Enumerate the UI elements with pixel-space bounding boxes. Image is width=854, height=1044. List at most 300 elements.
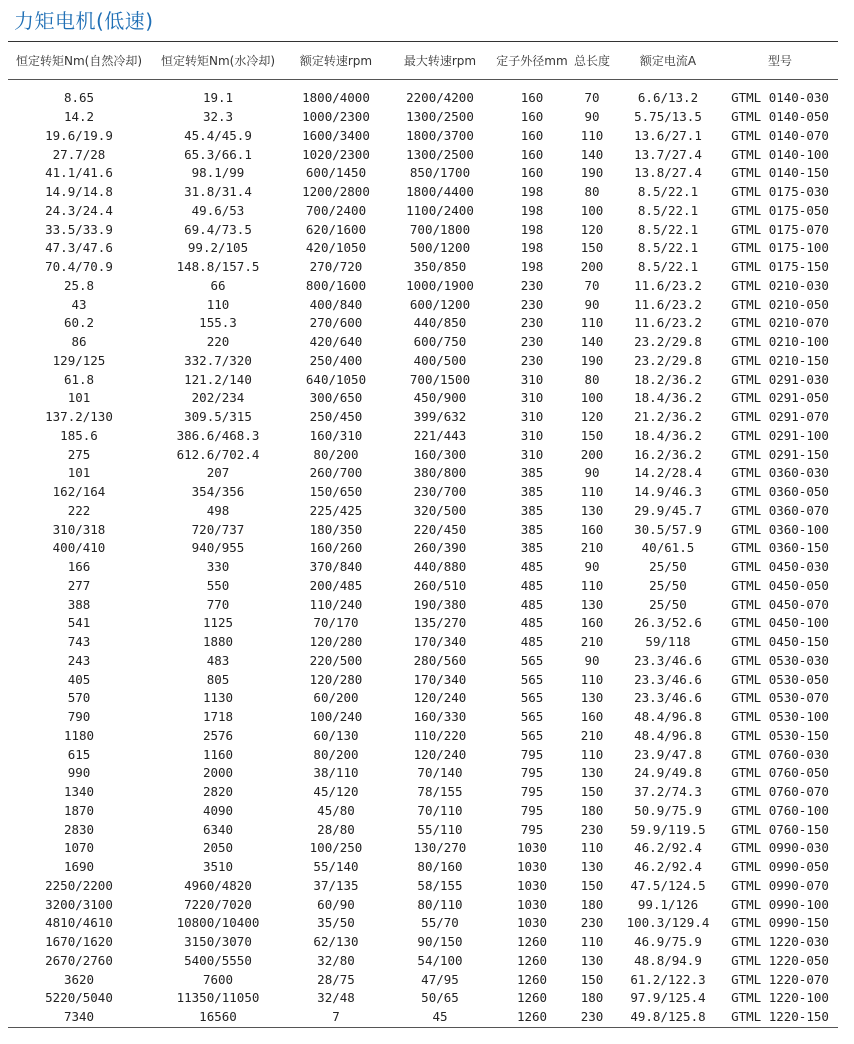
cell-total-length: 160 [580, 521, 604, 537]
cell-rated-current: 18.2/36.2 [634, 371, 702, 387]
cell-stator-diameter: 565 [520, 727, 544, 743]
cell-model: GTML 0291-100 [731, 427, 829, 443]
cell-stator-diameter: 565 [520, 709, 544, 725]
table-row [8, 895, 838, 914]
cell-torque-natural: 8.65 [63, 90, 95, 106]
cell-max-speed: 280/560 [413, 652, 467, 668]
cell-rated-speed: 7 [332, 1009, 340, 1025]
cell-rated-current: 11.6/23.2 [634, 315, 702, 331]
cell-model: GTML 0360-050 [731, 484, 829, 500]
cell-torque-water: 99.2/105 [187, 240, 249, 256]
cell-rated-speed: 1200/2800 [302, 184, 370, 200]
cell-total-length: 110 [580, 840, 604, 856]
cell-max-speed: 320/500 [413, 502, 467, 518]
cell-model: GTML 0530-070 [731, 690, 829, 706]
cell-torque-natural: 25.8 [63, 277, 95, 293]
cell-total-length: 230 [580, 915, 604, 931]
cell-torque-natural: 47.3/47.6 [45, 240, 113, 256]
cell-stator-diameter: 385 [520, 484, 544, 500]
cell-total-length: 80 [584, 184, 600, 200]
cell-total-length: 150 [580, 240, 604, 256]
cell-torque-water: 148.8/157.5 [176, 259, 260, 275]
page-title: 力矩电机(低速) [14, 9, 154, 33]
header-rated-current: 额定电流A [639, 54, 697, 68]
cell-torque-natural: 137.2/130 [45, 409, 113, 425]
table-header-row [8, 42, 838, 79]
cell-stator-diameter: 198 [520, 184, 544, 200]
cell-max-speed: 600/750 [413, 334, 467, 350]
cell-torque-natural: 33.5/33.9 [45, 221, 113, 237]
cell-torque-natural: 405 [67, 671, 91, 687]
cell-stator-diameter: 385 [520, 502, 544, 518]
cell-max-speed: 55/110 [417, 821, 463, 837]
table-row [8, 202, 838, 221]
cell-torque-natural: 1070 [63, 840, 95, 856]
cell-rated-speed: 45/80 [317, 802, 355, 818]
cell-max-speed: 1800/4400 [406, 184, 474, 200]
cell-rated-speed: 250/400 [309, 352, 363, 368]
cell-rated-speed: 60/90 [317, 896, 355, 912]
cell-total-length: 90 [584, 296, 600, 312]
cell-torque-water: 354/356 [191, 484, 245, 500]
cell-rated-current: 48.4/96.8 [634, 727, 702, 743]
cell-model: GTML 0210-150 [731, 352, 829, 368]
cell-rated-current: 8.5/22.1 [637, 259, 699, 275]
cell-torque-natural: 4810/4610 [45, 915, 113, 931]
cell-torque-natural: 60.2 [63, 315, 95, 331]
table-row [8, 689, 838, 708]
cell-rated-speed: 400/840 [309, 296, 363, 312]
cell-max-speed: 170/340 [413, 671, 467, 687]
cell-rated-current: 23.2/29.8 [634, 334, 702, 350]
cell-stator-diameter: 160 [520, 165, 544, 181]
cell-torque-water: 207 [206, 465, 230, 481]
cell-total-length: 130 [580, 502, 604, 518]
table-row [8, 783, 838, 802]
cell-total-length: 120 [580, 221, 604, 237]
cell-max-speed: 78/155 [417, 784, 463, 800]
cell-torque-natural: 570 [67, 690, 91, 706]
cell-rated-current: 8.5/22.1 [637, 184, 699, 200]
cell-torque-water: 7220/7020 [184, 896, 252, 912]
cell-rated-current: 13.7/27.4 [634, 146, 702, 162]
cell-max-speed: 120/240 [413, 690, 467, 706]
cell-torque-water: 66 [210, 277, 226, 293]
table-row [8, 127, 838, 146]
table-row [8, 652, 838, 671]
cell-model: GTML 0140-050 [731, 109, 829, 125]
cell-torque-water: 940/955 [191, 540, 245, 556]
cell-torque-natural: 1670/1620 [45, 934, 113, 950]
cell-torque-natural: 743 [67, 634, 91, 650]
cell-torque-water: 498 [206, 502, 230, 518]
cell-torque-water: 1130 [202, 690, 234, 706]
cell-torque-natural: 101 [67, 390, 91, 406]
cell-model: GTML 0530-100 [731, 709, 829, 725]
cell-rated-speed: 110/240 [309, 596, 363, 612]
cell-total-length: 130 [580, 859, 604, 875]
table-row [8, 333, 838, 352]
cell-stator-diameter: 565 [520, 690, 544, 706]
cell-model: GTML 0990-070 [731, 877, 829, 893]
table-row [8, 970, 838, 989]
cell-rated-speed: 37/135 [313, 877, 359, 893]
cell-total-length: 90 [584, 559, 600, 575]
table-row [8, 164, 838, 183]
cell-rated-current: 46.9/75.9 [634, 934, 702, 950]
table-row [8, 727, 838, 746]
table-row [8, 220, 838, 239]
cell-total-length: 140 [580, 334, 604, 350]
cell-stator-diameter: 1030 [516, 840, 548, 856]
table-row [8, 539, 838, 558]
cell-rated-current: 11.6/23.2 [634, 277, 702, 293]
cell-rated-speed: 225/425 [309, 502, 363, 518]
cell-total-length: 130 [580, 765, 604, 781]
cell-torque-natural: 615 [67, 746, 91, 762]
cell-max-speed: 220/450 [413, 521, 467, 537]
header-stator-diameter: 定子外径mm [496, 54, 568, 68]
cell-torque-natural: 277 [67, 577, 91, 593]
table-bottom-rule [8, 1027, 838, 1028]
cell-torque-water: 332.7/320 [184, 352, 252, 368]
cell-torque-water: 45.4/45.9 [184, 127, 252, 143]
cell-rated-speed: 80/200 [313, 746, 359, 762]
cell-rated-speed: 600/1450 [305, 165, 367, 181]
table-row [8, 989, 838, 1008]
cell-torque-natural: 2830 [63, 821, 95, 837]
cell-stator-diameter: 198 [520, 259, 544, 275]
cell-rated-current: 14.9/46.3 [634, 484, 702, 500]
cell-rated-current: 61.2/122.3 [630, 971, 706, 987]
cell-model: GTML 0175-100 [731, 240, 829, 256]
cell-stator-diameter: 160 [520, 146, 544, 162]
cell-total-length: 100 [580, 390, 604, 406]
cell-max-speed: 399/632 [413, 409, 467, 425]
cell-torque-natural: 1180 [63, 727, 95, 743]
header-model: 型号 [767, 54, 792, 68]
cell-total-length: 160 [580, 615, 604, 631]
table-row [8, 558, 838, 577]
table-row [8, 764, 838, 783]
table-row [8, 445, 838, 464]
cell-torque-water: 2050 [202, 840, 234, 856]
cell-total-length: 180 [580, 802, 604, 818]
cell-model: GTML 0140-150 [731, 165, 829, 181]
cell-torque-water: 16560 [199, 1009, 237, 1025]
cell-rated-current: 47.5/124.5 [630, 877, 706, 893]
table-row [8, 408, 838, 427]
cell-torque-water: 11350/11050 [176, 990, 260, 1006]
cell-torque-natural: 1690 [63, 859, 95, 875]
cell-model: GTML 0760-050 [731, 765, 829, 781]
cell-stator-diameter: 1260 [516, 990, 548, 1006]
cell-total-length: 90 [584, 652, 600, 668]
cell-rated-current: 23.3/46.6 [634, 671, 702, 687]
cell-stator-diameter: 565 [520, 652, 544, 668]
cell-torque-natural: 2670/2760 [45, 952, 113, 968]
cell-max-speed: 54/100 [417, 952, 463, 968]
cell-torque-water: 4090 [202, 802, 234, 818]
cell-rated-speed: 28/80 [317, 821, 355, 837]
cell-total-length: 180 [580, 990, 604, 1006]
cell-model: GTML 0210-030 [731, 277, 829, 293]
table-row [8, 633, 838, 652]
cell-total-length: 140 [580, 146, 604, 162]
cell-torque-natural: 310/318 [52, 521, 106, 537]
cell-torque-water: 3510 [202, 859, 234, 875]
cell-torque-natural: 19.6/19.9 [45, 127, 113, 143]
cell-rated-speed: 60/200 [313, 690, 359, 706]
cell-torque-natural: 27.7/28 [52, 146, 106, 162]
cell-torque-water: 1125 [202, 615, 234, 631]
header-torque-natural: 恒定转矩Nm(自然冷却) [15, 54, 143, 68]
cell-max-speed: 260/390 [413, 540, 467, 556]
table-row [8, 1008, 838, 1027]
cell-torque-water: 65.3/66.1 [184, 146, 252, 162]
cell-torque-water: 31.8/31.4 [184, 184, 252, 200]
cell-max-speed: 160/300 [413, 446, 467, 462]
cell-torque-natural: 166 [67, 559, 91, 575]
cell-model: GTML 0360-030 [731, 465, 829, 481]
cell-stator-diameter: 230 [520, 277, 544, 293]
cell-max-speed: 440/850 [413, 315, 467, 331]
cell-rated-speed: 160/260 [309, 540, 363, 556]
cell-stator-diameter: 385 [520, 521, 544, 537]
cell-stator-diameter: 310 [520, 371, 544, 387]
cell-rated-current: 40/61.5 [641, 540, 695, 556]
cell-torque-water: 309.5/315 [184, 409, 252, 425]
cell-model: GTML 0450-030 [731, 559, 829, 575]
cell-total-length: 110 [580, 746, 604, 762]
cell-model: GTML 0990-150 [731, 915, 829, 931]
cell-model: GTML 0140-100 [731, 146, 829, 162]
cell-torque-water: 5400/5550 [184, 952, 252, 968]
cell-stator-diameter: 1260 [516, 1009, 548, 1025]
cell-model: GTML 0360-070 [731, 502, 829, 518]
cell-torque-water: 7600 [202, 971, 234, 987]
cell-rated-current: 13.8/27.4 [634, 165, 702, 181]
cell-torque-water: 19.1 [202, 90, 234, 106]
cell-torque-water: 4960/4820 [184, 877, 252, 893]
cell-rated-speed: 45/120 [313, 784, 359, 800]
cell-stator-diameter: 230 [520, 352, 544, 368]
cell-total-length: 210 [580, 540, 604, 556]
table-row [8, 314, 838, 333]
cell-torque-natural: 990 [67, 765, 91, 781]
header-max-speed: 最大转速rpm [403, 54, 477, 68]
table-row [8, 108, 838, 127]
cell-torque-water: 49.6/53 [191, 202, 245, 218]
cell-rated-speed: 55/140 [313, 859, 359, 875]
cell-max-speed: 80/110 [417, 896, 463, 912]
table-row [8, 295, 838, 314]
cell-max-speed: 120/240 [413, 746, 467, 762]
cell-max-speed: 1800/3700 [406, 127, 474, 143]
cell-max-speed: 45 [432, 1009, 448, 1025]
cell-stator-diameter: 230 [520, 334, 544, 350]
cell-torque-water: 3150/3070 [184, 934, 252, 950]
cell-stator-diameter: 198 [520, 240, 544, 256]
cell-rated-current: 59/118 [645, 634, 691, 650]
cell-stator-diameter: 795 [520, 821, 544, 837]
cell-torque-water: 98.1/99 [191, 165, 245, 181]
cell-model: GTML 0450-070 [731, 596, 829, 612]
cell-rated-current: 46.2/92.4 [634, 840, 702, 856]
cell-torque-natural: 3200/3100 [45, 896, 113, 912]
cell-max-speed: 260/510 [413, 577, 467, 593]
cell-model: GTML 0140-070 [731, 127, 829, 143]
cell-max-speed: 400/500 [413, 352, 467, 368]
cell-total-length: 150 [580, 877, 604, 893]
cell-total-length: 110 [580, 934, 604, 950]
cell-stator-diameter: 160 [520, 127, 544, 143]
table-row [8, 89, 838, 108]
cell-rated-speed: 62/130 [313, 934, 359, 950]
cell-total-length: 230 [580, 1009, 604, 1025]
table-row [8, 520, 838, 539]
cell-model: GTML 0291-150 [731, 446, 829, 462]
cell-rated-current: 14.2/28.4 [634, 465, 702, 481]
cell-total-length: 230 [580, 821, 604, 837]
cell-stator-diameter: 1030 [516, 859, 548, 875]
cell-model: GTML 0450-100 [731, 615, 829, 631]
cell-model: GTML 0450-150 [731, 634, 829, 650]
cell-stator-diameter: 485 [520, 596, 544, 612]
cell-total-length: 80 [584, 371, 600, 387]
cell-max-speed: 55/70 [421, 915, 459, 931]
cell-model: GTML 0360-100 [731, 521, 829, 537]
cell-rated-current: 13.6/27.1 [634, 127, 702, 143]
cell-torque-water: 121.2/140 [184, 371, 252, 387]
cell-rated-current: 8.5/22.1 [637, 240, 699, 256]
cell-total-length: 70 [584, 277, 600, 293]
cell-model: GTML 0291-070 [731, 409, 829, 425]
cell-rated-speed: 270/720 [309, 259, 363, 275]
cell-model: GTML 0990-050 [731, 859, 829, 875]
cell-stator-diameter: 310 [520, 409, 544, 425]
cell-stator-diameter: 230 [520, 315, 544, 331]
table-row [8, 952, 838, 971]
cell-torque-natural: 43 [71, 296, 87, 312]
cell-rated-current: 6.6/13.2 [637, 90, 699, 106]
cell-rated-current: 18.4/36.2 [634, 390, 702, 406]
cell-model: GTML 1220-070 [731, 971, 829, 987]
cell-model: GTML 1220-100 [731, 990, 829, 1006]
table-row [8, 577, 838, 596]
cell-stator-diameter: 795 [520, 802, 544, 818]
table-row [8, 614, 838, 633]
cell-rated-speed: 370/840 [309, 559, 363, 575]
cell-total-length: 210 [580, 634, 604, 650]
cell-model: GTML 0175-070 [731, 221, 829, 237]
table-spacer [8, 79, 838, 89]
cell-torque-water: 550 [206, 577, 230, 593]
cell-total-length: 150 [580, 784, 604, 800]
cell-rated-speed: 270/600 [309, 315, 363, 331]
cell-stator-diameter: 1260 [516, 952, 548, 968]
cell-torque-water: 10800/10400 [176, 915, 260, 931]
cell-rated-speed: 420/1050 [305, 240, 367, 256]
cell-stator-diameter: 795 [520, 784, 544, 800]
cell-torque-natural: 14.2 [63, 109, 95, 125]
table-row [8, 370, 838, 389]
cell-torque-natural: 70.4/70.9 [45, 259, 113, 275]
cell-rated-speed: 100/250 [309, 840, 363, 856]
cell-rated-current: 16.2/36.2 [634, 446, 702, 462]
header-rated-speed: 额定转速rpm [299, 54, 373, 68]
table-row [8, 820, 838, 839]
cell-model: GTML 1220-030 [731, 934, 829, 950]
table-row [8, 502, 838, 521]
cell-stator-diameter: 1030 [516, 877, 548, 893]
cell-torque-water: 2576 [202, 727, 234, 743]
cell-max-speed: 90/150 [417, 934, 463, 950]
table-row [8, 877, 838, 896]
cell-rated-current: 11.6/23.2 [634, 296, 702, 312]
cell-max-speed: 1000/1900 [406, 277, 474, 293]
table-row [8, 389, 838, 408]
cell-total-length: 150 [580, 971, 604, 987]
cell-stator-diameter: 1030 [516, 896, 548, 912]
cell-torque-natural: 5220/5040 [45, 990, 113, 1006]
cell-rated-speed: 1600/3400 [302, 127, 370, 143]
cell-torque-natural: 2250/2200 [45, 877, 113, 893]
cell-torque-natural: 7340 [63, 1009, 95, 1025]
cell-max-speed: 80/160 [417, 859, 463, 875]
cell-rated-current: 21.2/36.2 [634, 409, 702, 425]
cell-torque-natural: 41.1/41.6 [45, 165, 113, 181]
table-row [8, 670, 838, 689]
cell-torque-water: 220 [206, 334, 230, 350]
cell-max-speed: 130/270 [413, 840, 467, 856]
cell-max-speed: 440/880 [413, 559, 467, 575]
table-row [8, 708, 838, 727]
cell-max-speed: 850/1700 [409, 165, 471, 181]
cell-rated-speed: 28/75 [317, 971, 355, 987]
cell-torque-natural: 790 [67, 709, 91, 725]
cell-rated-speed: 180/350 [309, 521, 363, 537]
cell-torque-water: 770 [206, 596, 230, 612]
cell-max-speed: 70/140 [417, 765, 463, 781]
cell-rated-current: 48.8/94.9 [634, 952, 702, 968]
cell-total-length: 110 [580, 127, 604, 143]
cell-total-length: 110 [580, 484, 604, 500]
cell-rated-current: 99.1/126 [637, 896, 699, 912]
cell-rated-speed: 150/650 [309, 484, 363, 500]
cell-model: GTML 1220-150 [731, 1009, 829, 1025]
table-row [8, 464, 838, 483]
cell-torque-water: 1718 [202, 709, 234, 725]
cell-total-length: 130 [580, 952, 604, 968]
cell-total-length: 210 [580, 727, 604, 743]
cell-rated-speed: 1800/4000 [302, 90, 370, 106]
table-row [8, 352, 838, 371]
cell-stator-diameter: 160 [520, 90, 544, 106]
cell-model: GTML 0210-050 [731, 296, 829, 312]
cell-total-length: 100 [580, 202, 604, 218]
cell-rated-current: 50.9/75.9 [634, 802, 702, 818]
cell-torque-water: 720/737 [191, 521, 245, 537]
cell-model: GTML 0760-100 [731, 802, 829, 818]
cell-model: GTML 0175-030 [731, 184, 829, 200]
cell-stator-diameter: 485 [520, 559, 544, 575]
cell-total-length: 90 [584, 465, 600, 481]
cell-rated-current: 100.3/129.4 [626, 915, 710, 931]
table-row [8, 914, 838, 933]
cell-rated-speed: 35/50 [317, 915, 355, 931]
table-row [8, 239, 838, 258]
